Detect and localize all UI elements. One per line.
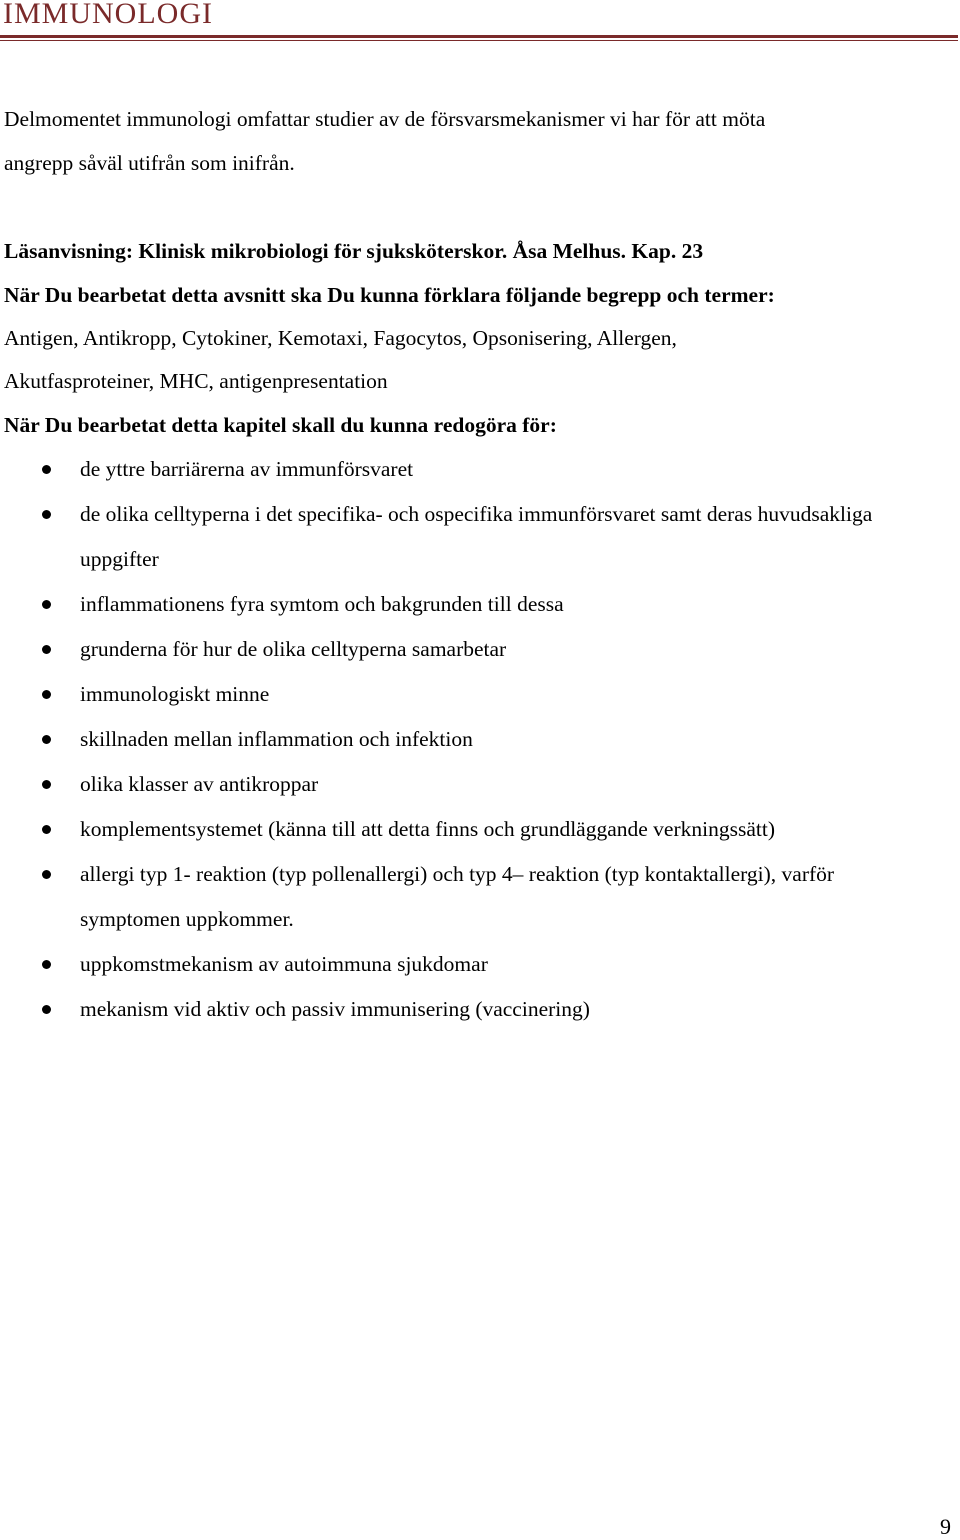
objectives-list: [0, 447, 920, 1032]
terms-heading: När Du bearbetat detta avsnitt ska Du kunna förklara följande begrepp och termer:: [4, 283, 775, 307]
list-item: [0, 627, 920, 672]
bullet-icon: [42, 465, 51, 474]
list-item: [0, 447, 920, 492]
list-item: [0, 987, 920, 1032]
bullet-icon: [42, 690, 51, 699]
list-item-text: de yttre barriärerna av immunförsvaret: [80, 457, 414, 481]
list-item-text: skillnaden mellan inflammation och infektion: [80, 727, 473, 751]
list-item: [0, 582, 920, 627]
bullet-icon: [42, 1005, 51, 1014]
bullet-icon: [42, 960, 51, 969]
list-item-text: allergi typ 1- reaktion (typ pollenallergi) och typ 4– reaktion (typ kontaktallergi), varför symptomen uppkommer.: [80, 862, 835, 931]
title-underline: [0, 35, 958, 38]
bullet-icon: [42, 780, 51, 789]
list-item: [0, 672, 920, 717]
bullet-icon: [42, 735, 51, 744]
list-item: [0, 807, 920, 852]
list-item: [0, 492, 920, 582]
intro-line-2: angrepp såväl utifrån som inifrån.: [4, 151, 295, 175]
list-item-text: uppkomstmekanism av autoimmuna sjukdomar: [80, 952, 488, 976]
bullet-icon: [42, 645, 51, 654]
list-item: [0, 717, 920, 762]
list-item-text: grunderna för hur de olika celltyperna samarbetar: [80, 637, 507, 661]
list-item-text: inflammationens fyra symtom och bakgrunden till dessa: [80, 592, 564, 616]
bullet-icon: [42, 510, 51, 519]
list-item-text: immunologiskt minne: [80, 682, 270, 706]
page-number: 9: [940, 1514, 951, 1539]
bullet-icon: [42, 870, 51, 879]
terms-line-1: Antigen, Antikropp, Cytokiner, Kemotaxi, Fagocytos, Opsonisering, Allergen,: [4, 326, 677, 350]
reading-instructions: Läsanvisning: Klinisk mikrobiologi för sjuksköterskor. Åsa Melhus. Kap. 23: [4, 239, 704, 263]
list-item: [0, 852, 920, 942]
terms-line-2: Akutfasproteiner, MHC, antigenpresentation: [4, 369, 388, 393]
list-item-text: komplementsystemet (känna till att detta finns och grundläggande verkningssätt): [80, 817, 775, 841]
bullet-icon: [42, 600, 51, 609]
list-item: [0, 942, 920, 987]
list-item: [0, 762, 920, 807]
list-item-text: de olika celltyperna i det specifika- och ospecifika immunförsvaret samt deras huvudsakliga uppgifter: [80, 502, 873, 571]
bullet-icon: [42, 825, 51, 834]
page-title: IMMUNOLOGI: [3, 0, 213, 30]
list-item-text: olika klasser av antikroppar: [80, 772, 319, 796]
title-underline-thin: [0, 40, 958, 41]
list-item-text: mekanism vid aktiv och passiv immunisering (vaccinering): [80, 997, 590, 1021]
objectives-heading: När Du bearbetat detta kapitel skall du kunna redogöra för:: [4, 413, 557, 437]
intro-line-1: Delmomentet immunologi omfattar studier av de försvarsmekanismer vi har för att möta: [4, 107, 766, 131]
